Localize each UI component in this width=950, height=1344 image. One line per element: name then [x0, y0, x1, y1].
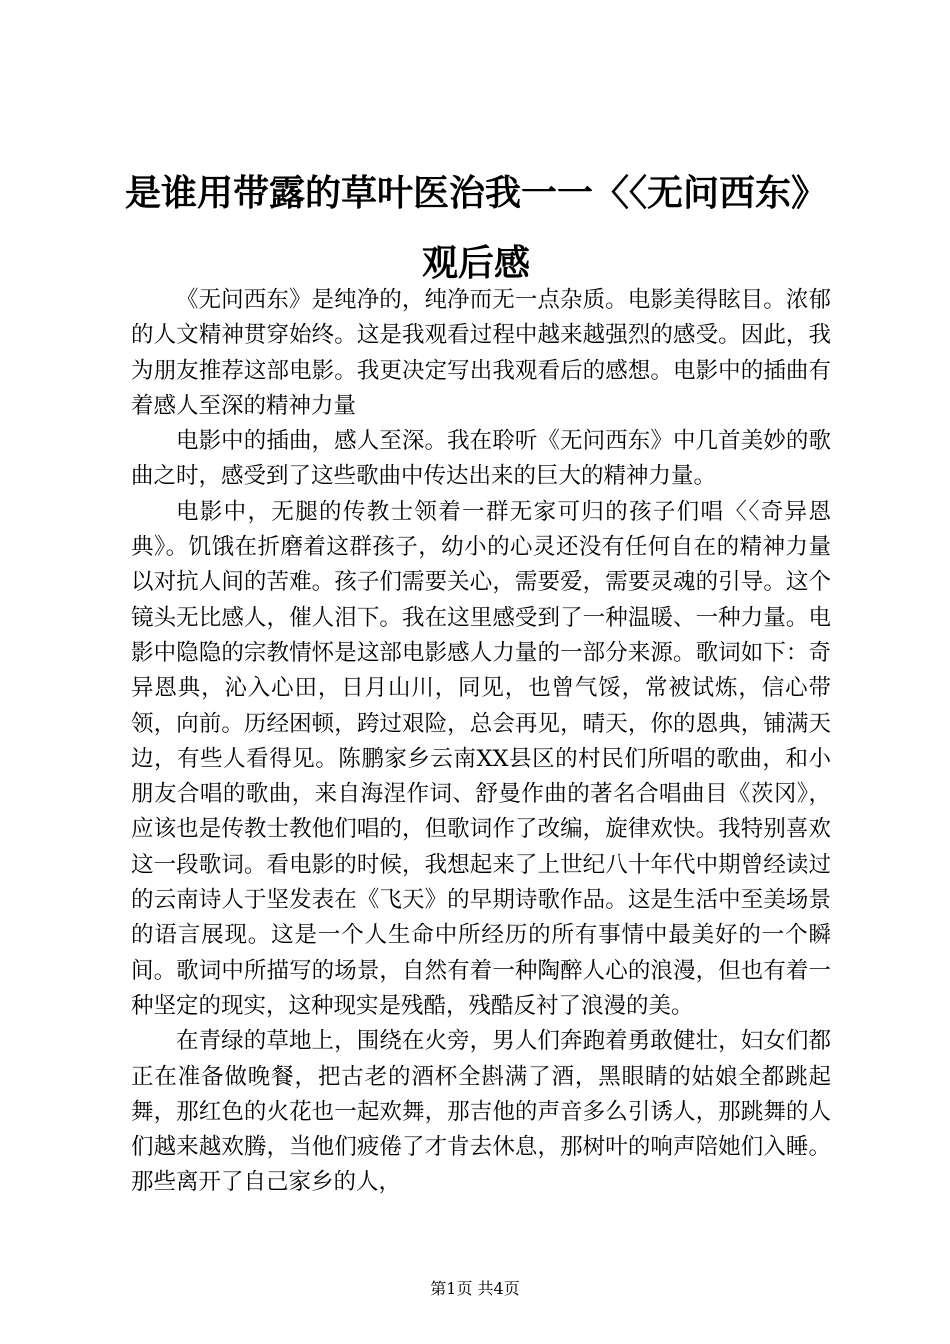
paragraph: 在青绿的草地上，围绕在火旁，男人们奔跑着勇敢健壮，妇女们都正在准备做晚餐，把古老的酒杯全斟满了酒，黑眼睛的姑娘全都跳起舞，那红色的火花也一起欢舞，那吉他的声音多么引诱人，那跳舞的人们越来越欢腾，当他们疲倦了才肯去休息，那树叶的响声陪她们入睡。那些离开了自己家乡的人， [131, 1028, 831, 1196]
document-title: 是谁用带露的草叶医治我一一〈〈无问西东》观后感 [124, 172, 827, 284]
paragraph: 《无问西东》是纯净的，纯净而无一点杂质。电影美得眩目。浓郁的人文精神贯穿始终。这是我观看过程中越来越强烈的感受。因此，我为朋友推荐这部电影。我更决定写出我观看后的感想。电影中的插曲有着感人至深的精神力量 [131, 287, 831, 419]
paragraph: 电影中的插曲，感人至深。我在聆听《无问西东》中几首美妙的歌曲之时，感受到了这些歌曲中传达出来的巨大的精神力量。 [131, 428, 831, 490]
page-footer: 第1页 共4页 [430, 1279, 520, 1298]
paragraph: 电影中，无腿的传教士领着一群无家可归的孩子们唱〈〈奇异恩典》。饥饿在折磨着这群孩子，幼小的心灵还没有任何自在的精神力量以对抗人间的苦难。孩子们需要关心，需要爱，需要灵魂的引导。这个镜头无比感人，催人泪下。我在这里感受到了一种温暖、一种力量。电影中隐隐的宗教情怀是这部电影感人力量的一部分来源。歌词如下：奇异恩典，沁入心田，日月山川，同见，也曾气馁，常被试炼，信心带领，向前。历经困顿，跨过艰险，总会再见，晴天，你的恩典，铺满天边，有些人看得见。陈鹏家乡云南XX县区的村民们所唱的歌曲，和小朋友合唱的歌曲，来自海涅作词、舒曼作曲的著名合唱曲目《茨冈》，应该也是传教士教他们唱的，但歌词作了改编，旋律欢快。我特别喜欢这一段歌词。看电影的时候，我想起来了上世纪八十年代中期曾经读过的云南诗人于坚发表在《飞天》的早期诗歌作品。这是生活中至美场景的语言展现。这是一个人生命中所经历的所有事情中最美好的一个瞬间。歌词中所描写的场景，自然有着一种陶醉人心的浪漫，但也有着一种坚定的现实，这种现实是残酷，残酷反衬了浪漫的美。 [131, 498, 831, 1019]
document-body [131, 283, 831, 1201]
